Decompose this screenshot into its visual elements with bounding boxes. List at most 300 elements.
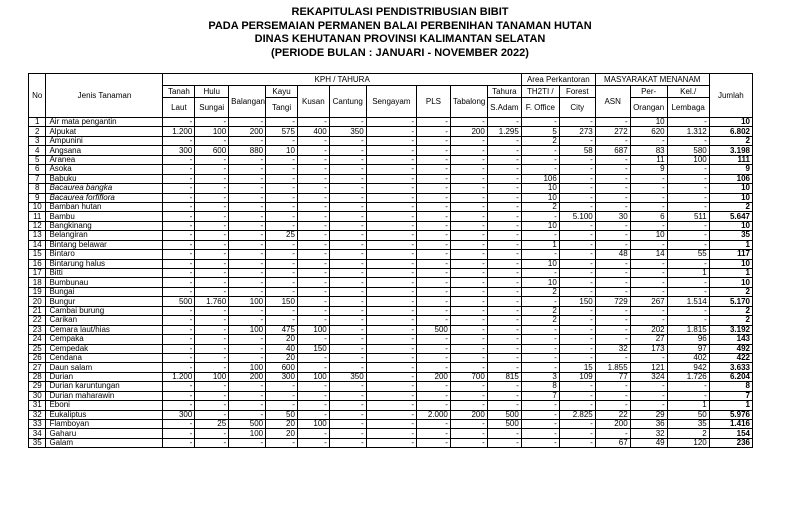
row-number: 17 bbox=[29, 269, 46, 278]
plant-name: Bungai bbox=[46, 287, 163, 296]
plant-name: Bitti bbox=[46, 269, 163, 278]
cell-value: - bbox=[229, 259, 266, 268]
cell-value: 15 bbox=[559, 363, 595, 372]
cell-value: - bbox=[417, 250, 451, 259]
cell-value: - bbox=[366, 316, 416, 325]
table-row bbox=[29, 259, 753, 268]
cell-value: 48 bbox=[595, 250, 630, 259]
row-total: 1 bbox=[709, 240, 752, 249]
cell-value: - bbox=[297, 353, 329, 362]
cell-value: 500 bbox=[487, 410, 521, 419]
cell-value: 67 bbox=[595, 438, 630, 447]
table-row bbox=[29, 212, 753, 221]
cell-value: - bbox=[195, 353, 229, 362]
cell-value: - bbox=[195, 363, 229, 372]
table-row bbox=[29, 429, 753, 438]
header-jumlah: Jumlah bbox=[709, 74, 752, 118]
header-area-group: Area Perkantoran bbox=[521, 74, 595, 86]
cell-value: - bbox=[195, 174, 229, 183]
cell-value: - bbox=[163, 316, 195, 325]
cell-value: 475 bbox=[266, 325, 298, 334]
cell-value: - bbox=[195, 429, 229, 438]
cell-value: - bbox=[521, 297, 559, 306]
cell-value: - bbox=[195, 325, 229, 334]
cell-value: - bbox=[366, 118, 416, 127]
cell-value: 3 bbox=[521, 372, 559, 381]
cell-value: - bbox=[521, 155, 559, 164]
cell-value: - bbox=[417, 344, 451, 353]
cell-value: - bbox=[595, 278, 630, 287]
row-number: 6 bbox=[29, 165, 46, 174]
cell-value: - bbox=[667, 259, 709, 268]
cell-value: - bbox=[630, 269, 667, 278]
cell-value: 77 bbox=[595, 372, 630, 381]
row-total: 10 bbox=[709, 118, 752, 127]
row-number: 2 bbox=[29, 127, 46, 136]
table-body bbox=[29, 118, 753, 448]
cell-value: - bbox=[595, 136, 630, 145]
cell-value: 100 bbox=[229, 297, 266, 306]
table-row bbox=[29, 174, 753, 183]
cell-value: - bbox=[417, 401, 451, 410]
cell-value: - bbox=[417, 363, 451, 372]
cell-value: - bbox=[487, 118, 521, 127]
row-number: 4 bbox=[29, 146, 46, 155]
cell-value: - bbox=[667, 221, 709, 230]
cell-value: - bbox=[163, 353, 195, 362]
cell-value: - bbox=[487, 429, 521, 438]
row-total: 10 bbox=[709, 184, 752, 193]
cell-value: 1 bbox=[521, 240, 559, 249]
cell-value: - bbox=[595, 221, 630, 230]
cell-value: - bbox=[229, 287, 266, 296]
cell-value: 2.825 bbox=[559, 410, 595, 419]
cell-value: - bbox=[450, 165, 487, 174]
plant-name: Durian maharawin bbox=[46, 391, 163, 400]
row-total: 9 bbox=[709, 165, 752, 174]
cell-value: - bbox=[163, 250, 195, 259]
cell-value: - bbox=[559, 250, 595, 259]
row-number: 35 bbox=[29, 438, 46, 447]
row-number: 30 bbox=[29, 391, 46, 400]
cell-value: 511 bbox=[667, 212, 709, 221]
header-col-kph-3-line2: Tangi bbox=[266, 98, 298, 118]
cell-value: - bbox=[195, 306, 229, 315]
cell-value: - bbox=[559, 353, 595, 362]
cell-value: - bbox=[266, 382, 298, 391]
cell-value: - bbox=[229, 212, 266, 221]
cell-value: - bbox=[417, 316, 451, 325]
plant-name: Eukaliptus bbox=[46, 410, 163, 419]
cell-value: - bbox=[417, 184, 451, 193]
cell-value: 1.295 bbox=[487, 127, 521, 136]
table-row bbox=[29, 391, 753, 400]
cell-value: - bbox=[595, 202, 630, 211]
cell-value: - bbox=[229, 250, 266, 259]
cell-value: 942 bbox=[667, 363, 709, 372]
cell-value: - bbox=[366, 155, 416, 164]
cell-value: - bbox=[366, 372, 416, 381]
cell-value: - bbox=[417, 136, 451, 145]
table-row bbox=[29, 127, 753, 136]
cell-value: - bbox=[329, 429, 366, 438]
cell-value: - bbox=[297, 259, 329, 268]
cell-value: - bbox=[329, 259, 366, 268]
cell-value: - bbox=[487, 297, 521, 306]
row-number: 29 bbox=[29, 382, 46, 391]
cell-value: - bbox=[366, 382, 416, 391]
row-total: 143 bbox=[709, 335, 752, 344]
plant-name: Bintaro bbox=[46, 250, 163, 259]
cell-value: - bbox=[630, 391, 667, 400]
cell-value: - bbox=[450, 212, 487, 221]
cell-value: - bbox=[366, 174, 416, 183]
header-col-kph-2: Balangan bbox=[229, 86, 266, 118]
cell-value: - bbox=[266, 193, 298, 202]
cell-value: 100 bbox=[195, 372, 229, 381]
cell-value: - bbox=[329, 231, 366, 240]
cell-value: - bbox=[163, 306, 195, 315]
cell-value: - bbox=[521, 250, 559, 259]
cell-value: - bbox=[595, 335, 630, 344]
cell-value: - bbox=[595, 382, 630, 391]
cell-value: 1.200 bbox=[163, 372, 195, 381]
cell-value: - bbox=[163, 278, 195, 287]
cell-value: - bbox=[521, 325, 559, 334]
cell-value: - bbox=[487, 344, 521, 353]
cell-value: - bbox=[487, 193, 521, 202]
cell-value: - bbox=[559, 382, 595, 391]
cell-value: 10 bbox=[521, 278, 559, 287]
cell-value: - bbox=[630, 382, 667, 391]
plant-name: Carikan bbox=[46, 316, 163, 325]
row-number: 13 bbox=[29, 231, 46, 240]
cell-value: 500 bbox=[487, 420, 521, 429]
cell-value: - bbox=[559, 278, 595, 287]
table-row bbox=[29, 136, 753, 145]
cell-value: 14 bbox=[630, 250, 667, 259]
cell-value: - bbox=[450, 353, 487, 362]
row-number: 33 bbox=[29, 420, 46, 429]
cell-value: 20 bbox=[266, 420, 298, 429]
cell-value: - bbox=[667, 136, 709, 145]
cell-value: - bbox=[595, 155, 630, 164]
table-row bbox=[29, 278, 753, 287]
cell-value: - bbox=[487, 353, 521, 362]
cell-value: - bbox=[229, 136, 266, 145]
cell-value: - bbox=[297, 155, 329, 164]
header-col-kph-6: Sengayam bbox=[366, 86, 416, 118]
cell-value: - bbox=[630, 278, 667, 287]
cell-value: - bbox=[266, 438, 298, 447]
cell-value: - bbox=[366, 401, 416, 410]
cell-value: - bbox=[163, 193, 195, 202]
plant-name: Bungur bbox=[46, 297, 163, 306]
cell-value: - bbox=[366, 165, 416, 174]
cell-value: 25 bbox=[195, 420, 229, 429]
cell-value: - bbox=[195, 212, 229, 221]
cell-value: 5 bbox=[521, 127, 559, 136]
cell-value: - bbox=[366, 184, 416, 193]
header-col-kph-3: Kayu bbox=[266, 86, 298, 98]
plant-name: Ampunini bbox=[46, 136, 163, 145]
cell-value: 55 bbox=[667, 250, 709, 259]
cell-value: - bbox=[487, 136, 521, 145]
cell-value: 83 bbox=[630, 146, 667, 155]
cell-value: - bbox=[297, 382, 329, 391]
cell-value: - bbox=[559, 136, 595, 145]
row-total: 6.204 bbox=[709, 372, 752, 381]
plant-name: Air mata pengantin bbox=[46, 118, 163, 127]
cell-value: - bbox=[559, 240, 595, 249]
cell-value: 200 bbox=[450, 410, 487, 419]
cell-value: - bbox=[417, 174, 451, 183]
row-number: 8 bbox=[29, 184, 46, 193]
cell-value: - bbox=[487, 259, 521, 268]
cell-value: - bbox=[195, 382, 229, 391]
cell-value: - bbox=[630, 221, 667, 230]
cell-value: - bbox=[297, 231, 329, 240]
cell-value: - bbox=[329, 146, 366, 155]
cell-value: - bbox=[366, 306, 416, 315]
cell-value: - bbox=[195, 184, 229, 193]
cell-value: - bbox=[297, 250, 329, 259]
cell-value: - bbox=[667, 202, 709, 211]
cell-value: - bbox=[163, 212, 195, 221]
row-number: 18 bbox=[29, 278, 46, 287]
row-total: 2 bbox=[709, 202, 752, 211]
row-total: 3.192 bbox=[709, 325, 752, 334]
cell-value: - bbox=[366, 221, 416, 230]
row-number: 28 bbox=[29, 372, 46, 381]
cell-value: - bbox=[329, 240, 366, 249]
cell-value: - bbox=[417, 353, 451, 362]
row-total: 154 bbox=[709, 429, 752, 438]
cell-value: - bbox=[630, 184, 667, 193]
cell-value: - bbox=[229, 269, 266, 278]
cell-value: 200 bbox=[229, 372, 266, 381]
table-row bbox=[29, 155, 753, 164]
plant-name: Bacaurea forfiflora bbox=[46, 193, 163, 202]
plant-name: Bacaurea bangka bbox=[46, 184, 163, 193]
cell-value: 5.100 bbox=[559, 212, 595, 221]
cell-value: - bbox=[329, 136, 366, 145]
cell-value: - bbox=[229, 155, 266, 164]
cell-value: - bbox=[559, 155, 595, 164]
cell-value: - bbox=[487, 363, 521, 372]
cell-value: 2 bbox=[521, 287, 559, 296]
table-header bbox=[29, 74, 753, 118]
row-number: 12 bbox=[29, 221, 46, 230]
row-total: 2 bbox=[709, 136, 752, 145]
cell-value: - bbox=[559, 184, 595, 193]
cell-value: - bbox=[163, 259, 195, 268]
cell-value: 815 bbox=[487, 372, 521, 381]
plant-name: Bintarung halus bbox=[46, 259, 163, 268]
cell-value: - bbox=[630, 259, 667, 268]
cell-value: - bbox=[450, 325, 487, 334]
cell-value: 267 bbox=[630, 297, 667, 306]
table-row bbox=[29, 372, 753, 381]
table-row bbox=[29, 401, 753, 410]
cell-value: - bbox=[559, 174, 595, 183]
cell-value: - bbox=[487, 278, 521, 287]
cell-value: - bbox=[417, 287, 451, 296]
cell-value: - bbox=[229, 316, 266, 325]
cell-value: - bbox=[195, 438, 229, 447]
cell-value: - bbox=[450, 202, 487, 211]
cell-value: 200 bbox=[450, 127, 487, 136]
cell-value: - bbox=[559, 193, 595, 202]
plant-name: Belangiran bbox=[46, 231, 163, 240]
header-col-area-0-line2: F. Office bbox=[521, 98, 559, 118]
cell-value: - bbox=[366, 269, 416, 278]
cell-value: - bbox=[559, 391, 595, 400]
cell-value: - bbox=[450, 420, 487, 429]
cell-value: - bbox=[366, 136, 416, 145]
cell-value: - bbox=[329, 410, 366, 419]
cell-value: - bbox=[266, 155, 298, 164]
cell-value: - bbox=[450, 184, 487, 193]
cell-value: - bbox=[487, 212, 521, 221]
cell-value: - bbox=[366, 146, 416, 155]
cell-value: - bbox=[366, 363, 416, 372]
cell-value: - bbox=[266, 259, 298, 268]
cell-value: 36 bbox=[630, 420, 667, 429]
cell-value: - bbox=[329, 363, 366, 372]
row-total: 492 bbox=[709, 344, 752, 353]
row-total: 236 bbox=[709, 438, 752, 447]
cell-value: 100 bbox=[297, 325, 329, 334]
cell-value: - bbox=[521, 146, 559, 155]
table-row bbox=[29, 325, 753, 334]
cell-value: - bbox=[417, 278, 451, 287]
cell-value: - bbox=[595, 118, 630, 127]
header-col-kph-8: Tabalong bbox=[450, 86, 487, 118]
cell-value: - bbox=[329, 353, 366, 362]
cell-value: - bbox=[366, 420, 416, 429]
cell-value: - bbox=[329, 221, 366, 230]
cell-value: 2 bbox=[667, 429, 709, 438]
cell-value: 6 bbox=[630, 212, 667, 221]
cell-value: 49 bbox=[630, 438, 667, 447]
cell-value: - bbox=[266, 306, 298, 315]
cell-value: - bbox=[417, 221, 451, 230]
cell-value: - bbox=[559, 287, 595, 296]
cell-value: - bbox=[487, 184, 521, 193]
cell-value: - bbox=[297, 391, 329, 400]
cell-value: 20 bbox=[266, 429, 298, 438]
cell-value: - bbox=[329, 193, 366, 202]
header-col-kph-0: Tanah bbox=[163, 86, 195, 98]
cell-value: - bbox=[266, 287, 298, 296]
cell-value: 32 bbox=[630, 429, 667, 438]
cell-value: - bbox=[329, 382, 366, 391]
cell-value: - bbox=[450, 335, 487, 344]
cell-value: - bbox=[450, 316, 487, 325]
cell-value: - bbox=[297, 146, 329, 155]
row-number: 26 bbox=[29, 353, 46, 362]
cell-value: - bbox=[266, 136, 298, 145]
cell-value: 100 bbox=[667, 155, 709, 164]
cell-value: 10 bbox=[266, 146, 298, 155]
cell-value: - bbox=[329, 306, 366, 315]
cell-value: - bbox=[630, 306, 667, 315]
cell-value: - bbox=[559, 316, 595, 325]
cell-value: 500 bbox=[417, 325, 451, 334]
cell-value: - bbox=[229, 353, 266, 362]
cell-value: - bbox=[450, 278, 487, 287]
row-total: 1 bbox=[709, 401, 752, 410]
cell-value: - bbox=[417, 202, 451, 211]
row-total: 1.416 bbox=[709, 420, 752, 429]
cell-value: 109 bbox=[559, 372, 595, 381]
cell-value: - bbox=[229, 221, 266, 230]
cell-value: 100 bbox=[195, 127, 229, 136]
cell-value: - bbox=[297, 202, 329, 211]
cell-value: - bbox=[559, 306, 595, 315]
cell-value: 20 bbox=[266, 335, 298, 344]
cell-value: - bbox=[487, 306, 521, 315]
cell-value: 300 bbox=[163, 146, 195, 155]
cell-value: - bbox=[487, 325, 521, 334]
cell-value: 10 bbox=[521, 184, 559, 193]
cell-value: 500 bbox=[229, 420, 266, 429]
cell-value: - bbox=[266, 278, 298, 287]
cell-value: 500 bbox=[163, 297, 195, 306]
cell-value: - bbox=[417, 165, 451, 174]
cell-value: - bbox=[195, 391, 229, 400]
cell-value: - bbox=[297, 278, 329, 287]
cell-value: - bbox=[417, 259, 451, 268]
cell-value: 30 bbox=[595, 212, 630, 221]
cell-value: - bbox=[667, 306, 709, 315]
cell-value: - bbox=[195, 344, 229, 353]
row-number: 10 bbox=[29, 202, 46, 211]
header-col-area-0: TH2TI / bbox=[521, 86, 559, 98]
cell-value: - bbox=[229, 344, 266, 353]
cell-value: - bbox=[450, 287, 487, 296]
cell-value: 100 bbox=[297, 420, 329, 429]
cell-value: 32 bbox=[595, 344, 630, 353]
header-masyarakat-group: MASYARAKAT MENANAM bbox=[595, 74, 709, 86]
cell-value: - bbox=[163, 438, 195, 447]
table-row bbox=[29, 335, 753, 344]
cell-value: - bbox=[559, 118, 595, 127]
cell-value: - bbox=[450, 297, 487, 306]
cell-value: - bbox=[521, 344, 559, 353]
cell-value: - bbox=[229, 165, 266, 174]
cell-value: - bbox=[595, 174, 630, 183]
row-total: 5.170 bbox=[709, 297, 752, 306]
cell-value: 11 bbox=[630, 155, 667, 164]
cell-value: - bbox=[163, 429, 195, 438]
plant-name: Eboni bbox=[46, 401, 163, 410]
cell-value: 150 bbox=[297, 344, 329, 353]
row-total: 5.647 bbox=[709, 212, 752, 221]
cell-value: - bbox=[329, 297, 366, 306]
cell-value: - bbox=[417, 438, 451, 447]
plant-name: Flamboyan bbox=[46, 420, 163, 429]
cell-value: - bbox=[667, 231, 709, 240]
cell-value: - bbox=[521, 438, 559, 447]
table-row bbox=[29, 382, 753, 391]
cell-value: - bbox=[329, 391, 366, 400]
report-period: (PERIODE BULAN : JANUARI - NOVEMBER 2022) bbox=[271, 46, 529, 59]
row-number: 7 bbox=[29, 174, 46, 183]
cell-value: - bbox=[163, 165, 195, 174]
header-col-mas-1-line2: Orangan bbox=[630, 98, 667, 118]
